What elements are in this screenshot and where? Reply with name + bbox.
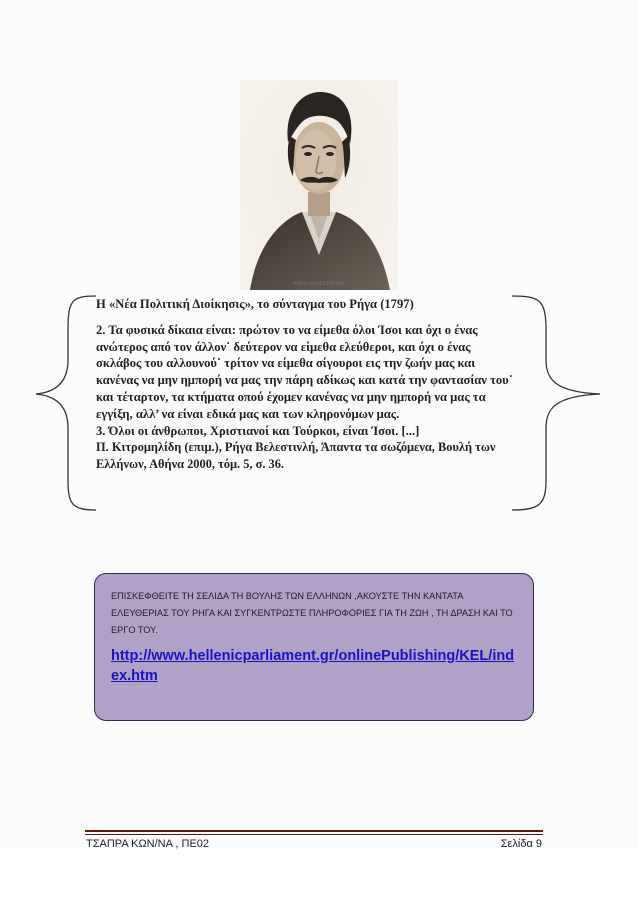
parliament-link[interactable]: http://www.hellenicparliament.gr/onlinePublishing/KEL/index.htm bbox=[111, 648, 515, 684]
info-callout bbox=[94, 573, 534, 721]
page-gap bbox=[0, 848, 638, 902]
quote-title: Η «Νέα Πολιτική Διοίκησις», το σύνταγμα του Ρήγα (1797) bbox=[96, 297, 414, 311]
footer-author: ΤΣΑΠΡΑ ΚΩΝ/ΝΑ , ΠΕ02 bbox=[86, 838, 210, 850]
info-message: ΕΠΙΣΚΕΦΘΕΙΤΕ ΤΗ ΣΕΛΙΔΑ ΤΗ ΒΟΥΛΗΣ ΤΩΝ ΕΛΛΗΝΩΝ ,ΑΚΟΥΣΤΕ ΤΗΝ ΚΑΝΤΑΤΑ ΕΛΕΥΘΕΡΙΑΣ ΤΟΥ ΡΗΓΑ ΚΑΙ ΣΥΓΚΕΝΤΡΩΣΤΕ ΠΛΗΡΟΦΟΡΙΕΣ ΓΙΑ ΤΗ ΖΩΗ , ΤΗ ΔΡΑΣΗ ΚΑΙ ΤΟ ΕΡΓΟ ΤΟΥ. bbox=[111, 591, 513, 635]
footer-rule bbox=[85, 830, 543, 832]
portrait-image bbox=[240, 80, 398, 290]
page-number: Σελίδα 9 bbox=[500, 838, 542, 850]
quote-article-2: 2. Τα φυσικά δίκαια είναι: πρώτον το να είμεθα όλοι Ίσοι και όχι ο ένας ανώτερος από τον άλλον˙ δεύτερον να είμεθα ελεύθεροι, και όχι ο ένας σκλάβος του αλλουνού˙ τρίτον να είμεθα σίγουροι εις την ζωήν μας και κανένας να μην ημπορή να μας την πάρη αδίκως και κατά την φαντασίαν του˙ και τέταρτον, τα κτήματα οπού έχομεν κανένας να μην ημπορή να μας τα εγγίξη, αλλ’ να είναι εδικά μας και των κληρονόμων μας. bbox=[96, 322, 513, 421]
portrait-caption: ΡΗΓΑΣ ΒΕΛΕΣΤΙΝΛΗΣ bbox=[293, 282, 345, 287]
constitution-quote bbox=[96, 296, 514, 473]
footer-rule-thin bbox=[85, 834, 543, 835]
quote-article-3: 3. Όλοι οι άνθρωποι, Χριστιανοί και Τούρκοι, είναι Ίσοι. [...] bbox=[96, 423, 420, 438]
quote-citation: Π. Κιτρομηλίδη (επιμ.), Ρήγα Βελεστινλή, Άπαντα τα σωζόμενα, Βουλή των Ελλήνων, Αθήνα 2000, τόμ. 5, σ. 36. bbox=[96, 440, 496, 472]
